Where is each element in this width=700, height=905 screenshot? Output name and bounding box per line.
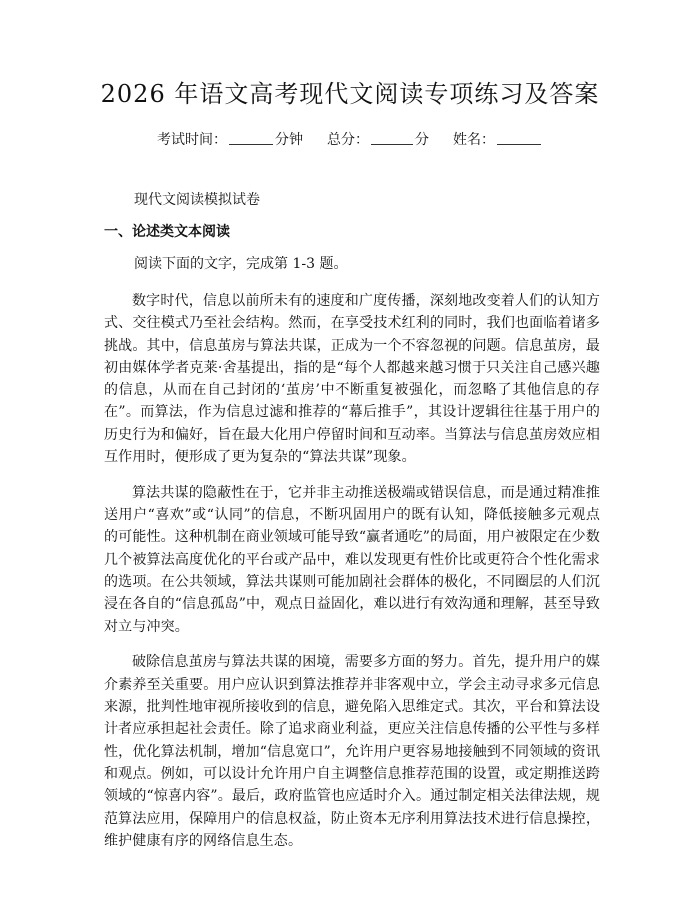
score-unit: 分 bbox=[415, 132, 429, 148]
time-label: 考试时间： bbox=[157, 132, 227, 148]
name-blank bbox=[497, 130, 541, 145]
time-unit: 分钟 bbox=[275, 132, 303, 148]
name-label: 姓名： bbox=[453, 132, 495, 148]
time-blank bbox=[229, 130, 273, 145]
page-title: 2026 年语文高考现代文阅读专项练习及答案 bbox=[100, 80, 600, 108]
reading-instruction: 阅读下面的文字，完成第 1-3 题。 bbox=[134, 256, 348, 272]
paper-subtitle: 现代文阅读模拟试卷 bbox=[134, 192, 260, 208]
passage-paragraph-1: 数字时代，信息以前所未有的速度和广度传播，深刻地改变着人们的认知方式、交往模式乃至社会结构。然而，在享受技术红利的同时，我们也面临着诸多挑战。其中，信息茧房与算法共谋，正成为一个不容忽视的问题。信息茧房，最初由媒体学者克莱·舍基提出，指的是“每个人都越来越习惯于只关注自己感兴趣的信息，从而在自己封闭的‘茧房’中不断重复被强化，而忽略了其他信息的存在”。而算法，作为信息过滤和推荐的“幕后推手”，其设计逻辑往往基于用户的历史行为和偏好，旨在最大化用户停留时间和互动率。当算法与信息茧房效应相互作用时，便形成了更为复杂的“算法共谋”现象。 bbox=[104, 293, 600, 466]
score-blank bbox=[371, 130, 413, 145]
exam-meta-line bbox=[0, 128, 700, 152]
passage-paragraph-2: 算法共谋的隐蔽性在于，它并非主动推送极端或错误信息，而是通过精准推送用户“喜欢”或“认同”的信息，不断巩固用户的既有认知，降低接触多元观点的可能性。这种机制在商业领域可能导致“赢者通吃”的局面，用户被限定在少数几个被算法高度优化的平台或产品中，难以发现更有性价比或更符合个性化需求的选项。在公共领域，算法共谋则可能加剧社会群体的极化，不同圈层的人们沉浸在各自的“信息孤岛”中，观点日益固化，难以进行有效沟通和理解，甚至导致对立与冲突。 bbox=[104, 484, 600, 635]
score-label: 总分： bbox=[327, 132, 369, 148]
passage-paragraph-3: 破除信息茧房与算法共谋的困境，需要多方面的努力。首先，提升用户的媒介素养至关重要。用户应认识到算法推荐并非客观中立，学会主动寻求多元信息来源，批判性地审视所接收到的信息，避免陷入思维定式。其次，平台和算法设计者应承担起社会责任。除了追求商业利益，更应关注信息传播的公平性与多样性，优化算法机制，增加“信息宽口”，允许用户更容易地接触到不同领域的资讯和观点。例如，可以设计允许用户自主调整信息推荐范围的设置，或定期推送跨领域的“惊喜内容”。最后，政府监管也应适时介入。通过制定相关法律法规，规范算法应用，保障用户的信息权益，防止资本无序利用算法技术进行信息操控，维护健康有序的网络信息生态。 bbox=[104, 654, 600, 849]
section-heading: 一、论述类文本阅读 bbox=[104, 224, 230, 240]
passage-body bbox=[104, 290, 600, 866]
